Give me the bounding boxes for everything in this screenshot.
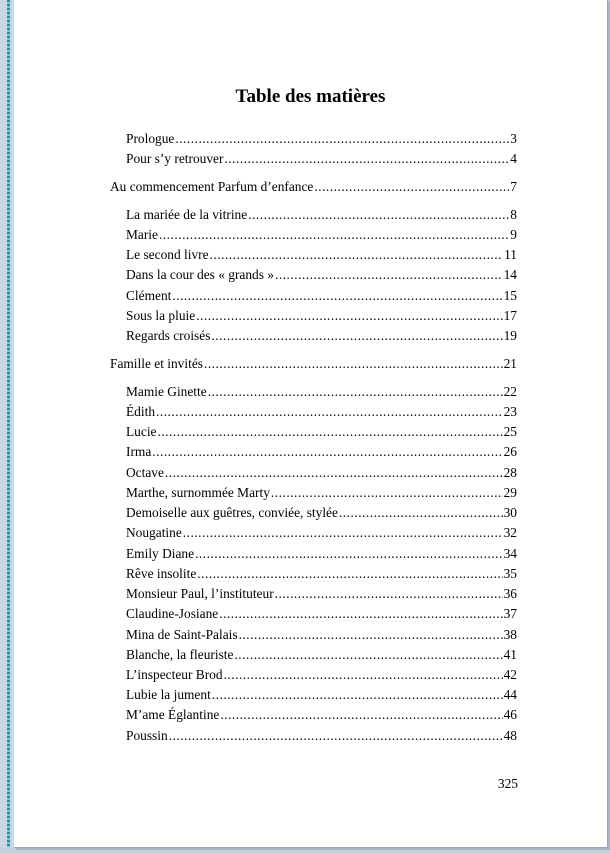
toc-entry[interactable]: [126, 666, 517, 684]
toc-entry-title: Irma: [126, 444, 152, 459]
toc-entry-page: 26: [503, 444, 517, 459]
toc-leader: [212, 686, 503, 704]
toc-entry[interactable]: [126, 484, 517, 502]
toc-section-entry[interactable]: [110, 178, 517, 196]
toc-leader: [197, 565, 502, 583]
toc-entry-title: L’inspecteur Brod: [126, 667, 223, 682]
toc-leader: [157, 423, 502, 441]
toc-entry-page: 9: [510, 227, 517, 242]
toc-leader: [204, 355, 503, 373]
toc-entry-title: Clément: [126, 288, 172, 303]
toc-entry-page: 14: [503, 267, 517, 282]
toc-leader: [196, 307, 502, 325]
toc-entry-page: 7: [510, 179, 517, 194]
toc-leader: [175, 130, 509, 148]
toc-entry[interactable]: [126, 626, 517, 644]
toc-entry[interactable]: [126, 206, 517, 224]
toc-leader: [165, 464, 503, 482]
toc-entry-title: Emily Diane: [126, 546, 195, 561]
toc-entry-title: Famille et invités: [110, 356, 203, 371]
toc-leader: [275, 266, 503, 284]
toc-leader: [169, 727, 503, 745]
left-margin-rule: [7, 0, 10, 853]
toc-entry-title: Édith: [126, 404, 156, 419]
toc-entry[interactable]: [126, 585, 517, 603]
toc-entry-title: Lucie: [126, 424, 157, 439]
toc-entry-title: Au commencement Parfum d’enfance: [110, 179, 314, 194]
toc-leader: [248, 206, 509, 224]
toc-leader: [219, 605, 502, 623]
toc-entry-page: 48: [503, 728, 517, 743]
toc-entry-page: 36: [503, 586, 517, 601]
toc-entry[interactable]: [126, 287, 517, 305]
toc-entry-page: 41: [503, 647, 517, 662]
toc-leader: [224, 150, 509, 168]
toc-entry-page: 46: [503, 707, 517, 722]
page-number: 325: [497, 776, 518, 791]
toc-section-entry[interactable]: [110, 355, 517, 373]
toc-entry-title: La mariée de la vitrine: [126, 207, 248, 222]
toc-entry-title: Blanche, la fleuriste: [126, 647, 234, 662]
toc-entry-page: 32: [503, 525, 517, 540]
toc-entry-title: Sous la pluie: [126, 308, 196, 323]
toc-entry-title: Rêve insolite: [126, 566, 197, 581]
toc-leader: [339, 504, 503, 522]
toc-entry-title: M’ame Églantine: [126, 707, 220, 722]
toc-entry[interactable]: [126, 605, 517, 623]
toc-entry-page: 28: [503, 465, 517, 480]
toc-leader: [172, 287, 502, 305]
toc-entry-page: 3: [510, 131, 517, 146]
toc-leader: [159, 226, 509, 244]
toc-entry[interactable]: [126, 727, 517, 745]
toc-entry-title: Nougatine: [126, 525, 182, 540]
toc-entry-page: 15: [503, 288, 517, 303]
toc-entry-title: Poussin: [126, 728, 168, 743]
toc-entry-title: Monsieur Paul, l’instituteur: [126, 586, 274, 601]
toc-entry[interactable]: [126, 686, 517, 704]
toc-leader: [156, 403, 503, 421]
toc-entry-page: 42: [503, 667, 517, 682]
toc-entry[interactable]: [126, 327, 517, 345]
toc-leader: [224, 666, 503, 684]
toc-entry[interactable]: [126, 383, 517, 401]
left-gutter: [0, 0, 12, 853]
toc-entry-page: 34: [503, 546, 517, 561]
page-title: Table des matières: [235, 86, 386, 107]
toc-entry-page: 8: [510, 207, 517, 222]
document-page: [14, 0, 608, 848]
toc-entry[interactable]: [126, 524, 517, 542]
toc-leader: [220, 706, 502, 724]
toc-leader: [239, 626, 503, 644]
toc-entry-title: Lubie la jument: [126, 687, 211, 702]
toc-entry[interactable]: [126, 646, 517, 664]
toc-leader: [152, 443, 502, 461]
toc-entry[interactable]: [126, 464, 517, 482]
toc-entry-title: Mina de Saint-Palais: [126, 627, 238, 642]
toc-leader: [183, 524, 503, 542]
toc-entry[interactable]: [126, 545, 517, 563]
toc-leader: [211, 327, 502, 345]
toc-entry[interactable]: [126, 423, 517, 441]
toc-entry[interactable]: [126, 443, 517, 461]
toc-leader: [234, 646, 502, 664]
toc-entry[interactable]: [126, 246, 517, 264]
toc-entry[interactable]: [126, 226, 517, 244]
toc-entry[interactable]: [126, 504, 517, 522]
toc-entry[interactable]: [126, 266, 517, 284]
toc-entry[interactable]: [126, 565, 517, 583]
toc-entry[interactable]: [126, 706, 517, 724]
toc-entry-page: 19: [503, 328, 517, 343]
toc-entry-title: Le second livre: [126, 247, 209, 262]
toc-entry-title: Demoiselle aux guêtres, conviée, stylée: [126, 505, 338, 520]
toc-entry-title: Regards croisés: [126, 328, 211, 343]
toc-leader: [271, 484, 503, 502]
toc-entry-title: Octave: [126, 465, 164, 480]
toc-leader: [314, 178, 509, 196]
toc-entry-page: 21: [503, 356, 517, 371]
toc-entry-page: 11: [504, 247, 517, 262]
toc-entry-title: Marthe, surnommée Marty: [126, 485, 270, 500]
toc-entry-title: Mamie Ginette: [126, 384, 207, 399]
toc-entry-title: Pour s’y retrouver: [126, 151, 224, 166]
toc-entry[interactable]: [126, 130, 517, 148]
toc-entry-page: 17: [503, 308, 517, 323]
toc-leader: [210, 246, 504, 264]
toc-entry-title: Marie: [126, 227, 158, 242]
toc-entry-title: Prologue: [126, 131, 175, 146]
toc-entry-title: Dans la cour des « grands »: [126, 267, 275, 282]
toc-entry-page: 30: [503, 505, 517, 520]
toc-entry[interactable]: [126, 403, 517, 421]
toc-leader: [195, 545, 503, 563]
toc-entry-page: 29: [503, 485, 517, 500]
toc-leader: [275, 585, 503, 603]
toc-entry-page: 37: [503, 606, 517, 621]
toc-entry-page: 44: [503, 687, 517, 702]
toc-entry-page: 38: [503, 627, 517, 642]
toc-leader: [208, 383, 503, 401]
toc-entry[interactable]: [126, 307, 517, 325]
toc-entry-page: 4: [510, 151, 517, 166]
toc-entry-title: Claudine-Josiane: [126, 606, 219, 621]
toc-entry-page: 23: [503, 404, 517, 419]
toc-entry-page: 35: [503, 566, 517, 581]
toc-entry[interactable]: [126, 150, 517, 168]
toc-entry-page: 22: [503, 384, 517, 399]
toc-entry-page: 25: [503, 424, 517, 439]
